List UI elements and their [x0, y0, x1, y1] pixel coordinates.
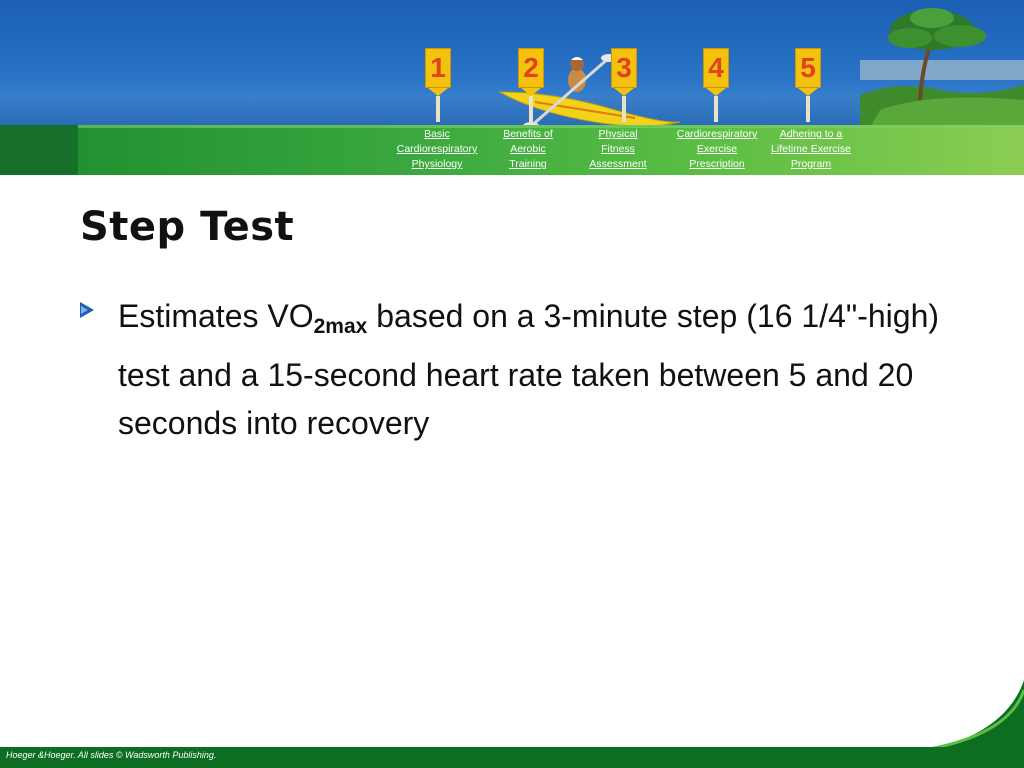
signpost-tip	[614, 88, 634, 96]
nav-link-line: Program	[790, 158, 832, 170]
bullet-arrow-icon	[80, 302, 94, 318]
bullet-text-part2: based on a 3-minute step (16 1/4"-high) test and a 15-second heart rate taken between 5 and 20 seconds into recovery	[118, 298, 940, 441]
nav-link-line: Assessment	[589, 158, 647, 170]
nav-link-physical-fitness-assessment[interactable]	[583, 127, 653, 172]
signpost-number: 5	[795, 48, 821, 88]
bullet-text-part1: Estimates VO	[118, 298, 314, 334]
signpost-pole	[622, 96, 626, 122]
signpost-tip	[428, 88, 448, 96]
nav-strip-corner	[0, 125, 78, 175]
nav-link-line: Cardiorespiratory	[396, 143, 478, 155]
signpost-1[interactable]	[425, 48, 451, 122]
nav-link-line: Exercise	[696, 143, 738, 155]
nav-link-line: Training	[509, 158, 547, 170]
nav-link-line: Aerobic	[510, 143, 546, 155]
nav-link-line: Lifetime Exercise	[771, 143, 851, 155]
nav-link-line: Adhering to a	[779, 128, 843, 140]
signpost-tip	[706, 88, 726, 96]
nav-link-benefits-of-aerobic-training[interactable]	[493, 127, 563, 172]
signpost-pole	[714, 96, 718, 122]
signpost-pole	[806, 96, 810, 122]
signpost-tip	[798, 88, 818, 96]
signpost-tip	[521, 88, 541, 96]
signpost-number: 3	[611, 48, 637, 88]
signpost-number: 1	[425, 48, 451, 88]
signpost-pole	[436, 96, 440, 122]
nav-link-line: Prescription	[689, 158, 745, 170]
bullet-text	[118, 292, 948, 447]
nav-link-basic-cardiorespiratory-physiology[interactable]	[395, 127, 479, 172]
signpost-2[interactable]	[518, 48, 544, 122]
nav-link-line: Basic	[424, 128, 450, 140]
signpost-number: 4	[703, 48, 729, 88]
signpost-5[interactable]	[795, 48, 821, 122]
nav-link-line: Cardiorespiratory	[676, 128, 758, 140]
signpost-4[interactable]	[703, 48, 729, 122]
footer-credit: Hoeger &Hoeger. All slides © Wadsworth Publishing.	[6, 750, 217, 760]
slide-title: Step Test	[80, 204, 295, 250]
nav-link-line: Physiology	[411, 158, 463, 170]
bullet-subscript: 2max	[313, 315, 368, 338]
nav-link-line: Benefits of	[503, 128, 553, 140]
signpost-number: 2	[518, 48, 544, 88]
nav-link-line: Fitness	[601, 143, 635, 155]
signpost-pole	[529, 96, 533, 122]
nav-link-adhering-to-lifetime-exercise-program[interactable]	[768, 127, 854, 172]
signpost-3[interactable]	[611, 48, 637, 122]
nav-link-line: Physical	[598, 128, 638, 140]
island-palm-illustration	[860, 0, 1024, 128]
nav-link-cardiorespiratory-exercise-prescription[interactable]	[674, 127, 760, 172]
